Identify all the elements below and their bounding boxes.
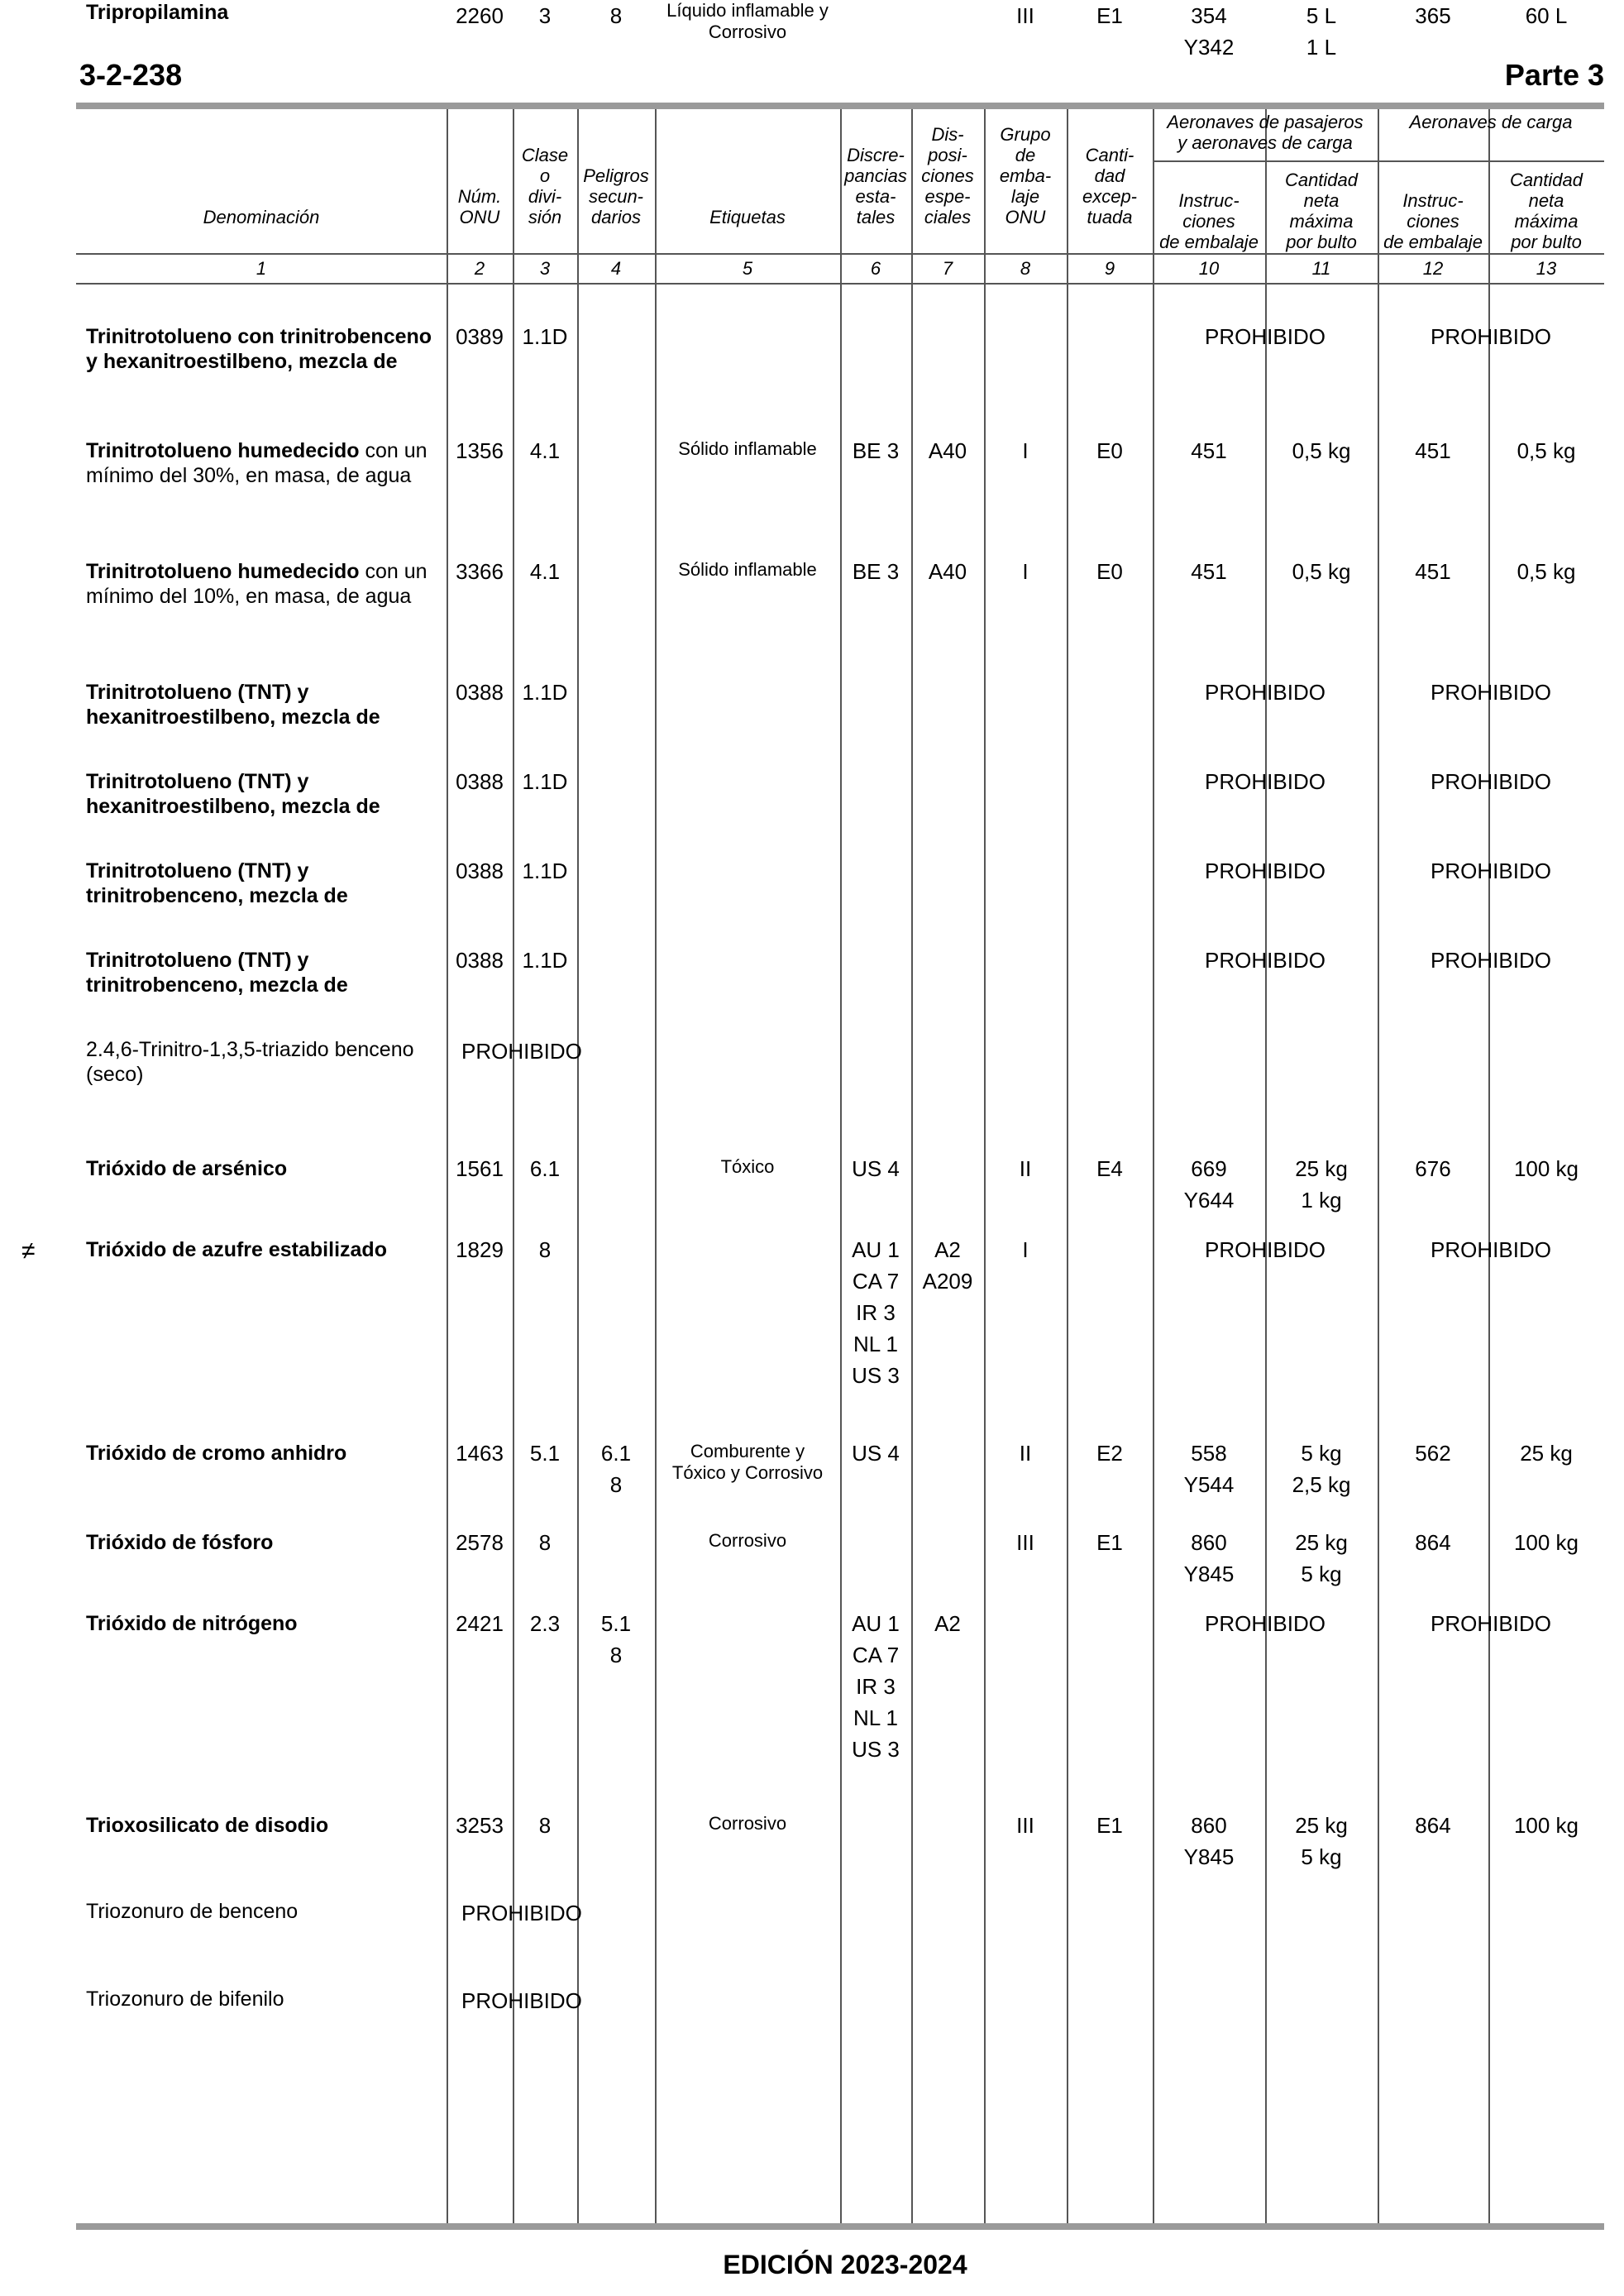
header-packing-instr-pax: Instruc- ciones de embalaje [1159,190,1259,252]
pax-packing-instruction: 860 Y845 [1183,1813,1235,1869]
substance-name [86,1037,442,1087]
bottom-rule [76,2223,1604,2230]
pax-prohibited: PROHIBIDO [1205,948,1325,973]
substance-name [86,769,442,819]
col-divider [911,109,913,2223]
excepted-quantity: E1 [1096,1813,1123,1838]
cargo-prohibited: PROHIBIDO [1431,948,1551,973]
cargo-packing-instruction: 864 [1415,1530,1451,1555]
un-number: 1463 [456,1441,504,1466]
header-packing-instr-cargo: Instruc- ciones de embalaje [1383,190,1483,252]
substance-name [86,559,442,609]
header-class: Clase o divi- sión [521,145,569,227]
cargo-prohibited: PROHIBIDO [1431,680,1551,705]
state-variation: AU 1 CA 7 IR 3 NL 1 US 3 [852,1611,900,1762]
substance-name-bold: Trinitrotolueno humedecido [86,560,360,583]
pax-prohibited: PROHIBIDO [1205,1611,1325,1636]
column-number: 8 [1020,258,1031,279]
hazard-label: Líquido inflamable y Corrosivo [666,0,829,42]
un-number: 0388 [456,859,504,883]
page-number: 3-2-238 [79,58,183,92]
header-subrule [1153,160,1604,162]
class-division: 1.1D [522,948,568,973]
cargo-max-quantity: 100 kg [1513,1813,1579,1838]
header-secondary-hazards: Peligros secun- darios [583,165,649,227]
substance-name [86,680,442,729]
pax-prohibited: PROHIBIDO [1205,859,1325,883]
pax-max-quantity: 5 kg 2,5 kg [1292,1441,1351,1497]
substance-name-bold: Trinitrotolueno (TNT) y hexanitroestilbeno, mezcla de [86,770,380,818]
pax-max-quantity: 0,5 kg [1292,438,1351,463]
cargo-max-quantity: 60 L [1525,3,1568,28]
substance-name-rest: Triozonuro de bifenilo [86,1987,284,2011]
excepted-quantity: E1 [1096,1530,1123,1555]
pax-prohibited: PROHIBIDO [1205,1237,1325,1262]
substance-name [86,1441,442,1466]
pax-prohibited: PROHIBIDO [1205,324,1325,349]
cargo-prohibited: PROHIBIDO [1431,859,1551,883]
class-division: 6.1 [529,1156,561,1181]
state-variation: AU 1 CA 7 IR 3 NL 1 US 3 [852,1237,900,1388]
pax-max-quantity: 0,5 kg [1292,559,1351,584]
cargo-packing-instruction: 365 [1415,3,1451,28]
state-variation: US 4 [852,1441,900,1466]
un-number: 0388 [456,948,504,973]
hazard-label: Tóxico [720,1156,775,1177]
special-provision: A40 [928,438,967,463]
excepted-quantity: E2 [1096,1441,1123,1466]
substance-name-rest: con un mínimo del 10%, en masa, de agua [86,560,427,608]
hazard-label: Corrosivo [708,1530,787,1551]
un-number: 1356 [456,438,504,463]
header-state-variations: Discre- pancias esta- tales [844,145,907,227]
substance-name [86,438,442,488]
substance-name [86,948,442,997]
excepted-quantity: E1 [1096,3,1123,28]
un-number: 0388 [456,769,504,794]
substance-name [86,859,442,908]
column-number: 7 [942,258,953,279]
substance-name [86,1611,442,1636]
pax-prohibited: PROHIBIDO [1205,769,1325,794]
substance-name-bold: Trióxido de azufre estabilizado [86,1238,387,1261]
substance-name-bold: Trinitrotolueno (TNT) y hexanitroestilbeno, mezcla de [86,681,380,729]
cargo-max-quantity: 0,5 kg [1517,438,1576,463]
pax-max-quantity: 5 L 1 L [1306,3,1337,60]
header-group-cargo: Aeronaves de carga [1409,112,1573,132]
header-group-passenger: Aeronaves de pasajeros y aeronaves de carga [1167,112,1364,153]
un-number: 2260 [456,3,504,28]
substance-name [86,1237,442,1262]
substance-name-bold: Trióxido de fósforo [86,1531,274,1554]
secondary-hazard: 6.1 8 [600,1441,632,1497]
cargo-max-quantity: 25 kg [1520,1441,1573,1466]
substance-name [86,1987,442,2011]
packing-group: III [1016,3,1034,28]
pax-packing-instruction: 354 Y342 [1183,3,1235,60]
column-number: 5 [742,258,753,279]
column-number: 2 [474,258,485,279]
packing-group: I [1022,438,1029,463]
class-division: 4.1 [529,559,561,584]
state-variation: BE 3 [852,438,900,463]
header-un-number: Núm. ONU [457,186,502,227]
un-number: 1829 [456,1237,504,1262]
packing-group: III [1016,1530,1034,1555]
special-provision: A2 A209 [922,1237,973,1294]
substance-name-rest: Triozonuro de benceno [86,1900,299,1923]
un-number: 0388 [456,680,504,705]
header-packing-group: Grupo de emba- laje ONU [999,124,1052,227]
header-labels: Etiquetas [709,207,786,227]
un-number: 0389 [456,324,504,349]
class-division: 4.1 [529,438,561,463]
cargo-prohibited: PROHIBIDO [1431,1611,1551,1636]
excepted-quantity: E4 [1096,1156,1123,1181]
substance-name [86,0,442,25]
class-division: 8 [538,1530,552,1555]
packing-group: II [1019,1441,1032,1466]
column-number: 4 [610,258,622,279]
pax-packing-instruction: 669 Y644 [1183,1156,1235,1213]
top-rule [76,103,1604,109]
pax-max-quantity: 25 kg 5 kg [1295,1813,1348,1869]
class-division: 8 [538,1813,552,1838]
substance-name [86,324,442,374]
pax-packing-instruction: 558 Y544 [1183,1441,1235,1497]
un-number: 2421 [456,1611,504,1636]
column-number: 3 [539,258,551,279]
substance-name-rest: 2.4,6-Trinitro-1,3,5-triazido benceno (seco) [86,1038,414,1086]
secondary-hazard: 8 [609,3,623,28]
substance-name [86,1156,442,1181]
col-divider [655,109,657,2223]
pax-max-quantity: 25 kg 1 kg [1295,1156,1348,1213]
column-number: 9 [1104,258,1115,279]
substance-name-bold: Trióxido de cromo anhidro [86,1442,347,1465]
class-division: 1.1D [522,769,568,794]
edition-footer: EDICIÓN 2023-2024 [723,2250,967,2279]
substance-name-bold: Tripropilamina [86,1,229,24]
cargo-max-quantity: 0,5 kg [1517,559,1576,584]
hazard-label: Corrosivo [708,1813,787,1834]
excepted-quantity: E0 [1096,559,1123,584]
header-max-qty-cargo: Cantidad neta máxima por bulto [1509,170,1583,252]
header-rule [76,253,1604,255]
hazard-label: Sólido inflamable [678,559,817,580]
packing-group: II [1019,1156,1032,1181]
header-special-provisions: Dis- posi- ciones espe- ciales [921,124,974,227]
state-variation: US 4 [852,1156,900,1181]
substance-name-bold: Trinitrotolueno (TNT) y trinitrobenceno, mezcla de [86,859,348,907]
un-number: 3366 [456,559,504,584]
pax-packing-instruction: 451 [1191,559,1227,584]
column-number: 13 [1536,258,1557,279]
colnum-rule [76,283,1604,285]
header-denominacion: Denominación [203,207,320,227]
secondary-hazard: 5.1 8 [600,1611,632,1667]
hazard-label: Comburente y Tóxico y Corrosivo [671,1441,824,1483]
special-provision: A2 [934,1611,961,1636]
cargo-packing-instruction: 864 [1415,1813,1451,1838]
class-division: 8 [538,1237,552,1262]
substance-name [86,1530,442,1555]
substance-name-rest: con un mínimo del 30%, en masa, de agua [86,439,427,487]
special-provision: A40 [928,559,967,584]
pax-packing-instruction: 451 [1191,438,1227,463]
packing-group: I [1022,559,1029,584]
change-mark: ≠ [21,1237,36,1265]
substance-name-bold: Trióxido de nitrógeno [86,1612,298,1635]
cargo-prohibited: PROHIBIDO [1431,769,1551,794]
column-number: 12 [1422,258,1444,279]
pax-prohibited: PROHIBIDO [1205,680,1325,705]
cargo-packing-instruction: 676 [1415,1156,1451,1181]
pax-max-quantity: 25 kg 5 kg [1295,1530,1348,1586]
column-number: 11 [1311,258,1331,279]
class-division: 1.1D [522,680,568,705]
header-excepted-quantity: Canti- dad excep- tuada [1082,145,1138,227]
class-division: 3 [538,3,552,28]
cargo-packing-instruction: 451 [1415,559,1451,584]
substance-name-bold: Trióxido de arsénico [86,1157,288,1180]
prohibited-text: PROHIBIDO [461,1988,582,2013]
substance-name-bold: Trinitrotolueno humedecido [86,439,360,462]
substance-name-bold: Trioxosilicato de disodio [86,1814,329,1837]
cargo-max-quantity: 100 kg [1513,1156,1579,1181]
cargo-packing-instruction: 562 [1415,1441,1451,1466]
class-division: 1.1D [522,324,568,349]
cargo-max-quantity: 100 kg [1513,1530,1579,1555]
substance-name [86,1813,442,1838]
excepted-quantity: E0 [1096,438,1123,463]
un-number: 2578 [456,1530,504,1555]
cargo-prohibited: PROHIBIDO [1431,1237,1551,1262]
column-number: 10 [1198,258,1220,279]
class-division: 1.1D [522,859,568,883]
substance-name [86,1899,442,1924]
column-number: 1 [256,258,267,279]
prohibited-text: PROHIBIDO [461,1901,582,1925]
class-division: 5.1 [529,1441,561,1466]
column-number: 6 [870,258,881,279]
state-variation: BE 3 [852,559,900,584]
packing-group: III [1016,1813,1034,1838]
packing-group: I [1022,1237,1029,1262]
cargo-packing-instruction: 451 [1415,438,1451,463]
hazard-label: Sólido inflamable [678,438,817,459]
un-number: 3253 [456,1813,504,1838]
class-division: 2.3 [529,1611,561,1636]
un-number: 1561 [456,1156,504,1181]
substance-name-bold: Trinitrotolueno con trinitrobenceno y hexanitroestilbeno, mezcla de [86,325,432,373]
part-label: Parte 3 [1504,58,1604,92]
prohibited-text: PROHIBIDO [461,1039,582,1064]
pax-packing-instruction: 860 Y845 [1183,1530,1235,1586]
cargo-prohibited: PROHIBIDO [1431,324,1551,349]
header-max-qty-pax: Cantidad neta máxima por bulto [1284,170,1359,252]
substance-name-bold: Trinitrotolueno (TNT) y trinitrobenceno, mezcla de [86,949,348,997]
